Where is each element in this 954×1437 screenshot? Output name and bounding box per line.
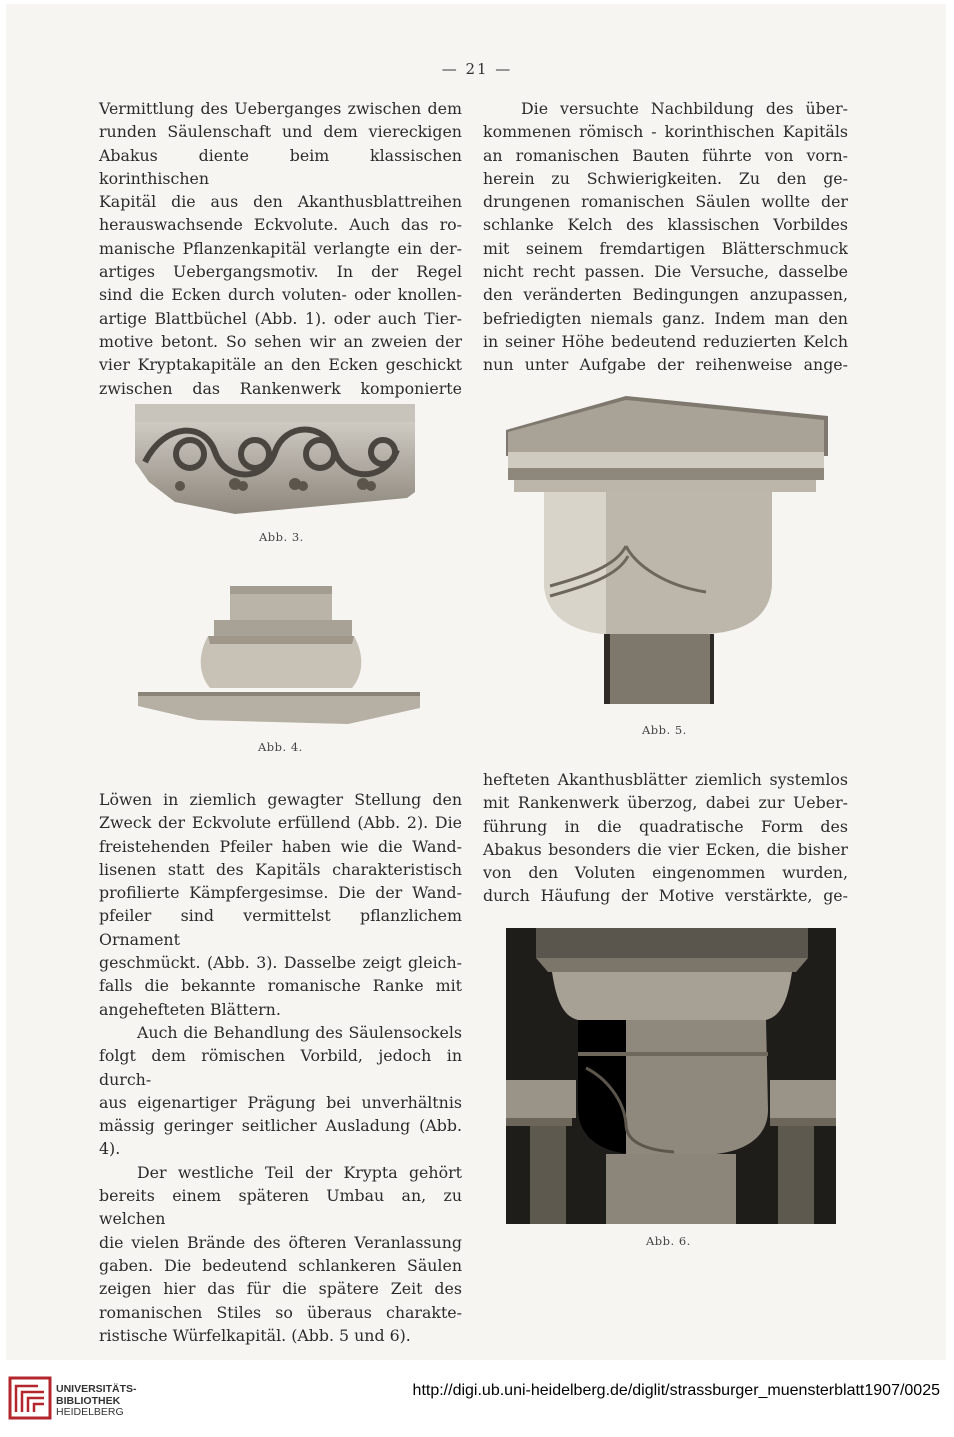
- text-line: motive betont. So sehen wir an zweien der: [99, 331, 462, 351]
- text-line: Abakus diente beim klassischen korinthischen: [99, 145, 462, 188]
- text-line: zeigen hier das für die spätere Zeit des: [99, 1279, 462, 1299]
- left-column-top: [99, 97, 462, 400]
- text-line: Vermittlung des Ueberganges zwischen dem: [99, 99, 462, 118]
- text-line: angehefteten Blättern.: [99, 999, 281, 1019]
- text-line: bereits einem späteren Umbau an, zu welchen: [99, 1186, 462, 1229]
- text-line: zwischen das Rankenwerk komponierte: [99, 378, 462, 398]
- text-line: romanischen Stiles so überaus charakte-: [99, 1302, 462, 1322]
- text-line: runden Säulenschaft und dem viereckigen: [99, 122, 462, 142]
- text-line: die vielen Brände des öfteren Veranlassung: [99, 1232, 462, 1252]
- text-line: gaben. Die bedeutend schlankeren Säulen: [99, 1255, 462, 1275]
- text-line: Der westliche Teil der Krypta gehört: [137, 1162, 462, 1182]
- source-url-link[interactable]: http://digi.ub.uni-heidelberg.de/diglit/strassburger_muensterblatt1907/0025: [412, 1382, 940, 1399]
- text-line: hefteten Akanthusblätter ziemlich systemlos: [483, 770, 848, 789]
- left-para-2: [99, 788, 462, 1021]
- right-column-bottom: [483, 768, 848, 908]
- text-line: mit seinem fremdartigen Blätterschmuck: [483, 238, 848, 258]
- text-line: artiges Uebergangsmotiv. In der Regel: [99, 262, 462, 282]
- text-line: drungenen romanischen Säulen wollte der: [483, 192, 848, 212]
- library-name: [56, 1384, 137, 1419]
- left-para-4: [99, 1161, 462, 1347]
- text-line: nun unter Aufgabe der reihenweise ange-: [483, 355, 848, 375]
- page-number: — 21 —: [441, 60, 513, 78]
- text-line: in seiner Höhe bedeutend reduzierten Kelch: [483, 331, 848, 351]
- left-column-bottom: [99, 788, 462, 1347]
- library-line: UNIVERSITÄTS-: [56, 1383, 137, 1395]
- text-line: aus eigenartiger Prägung bei unverhältnis: [99, 1092, 462, 1112]
- text-line: Auch die Behandlung des Säulensockels: [137, 1022, 462, 1042]
- right-column-top: [483, 97, 848, 377]
- caption-abb5: Abb. 5.: [642, 723, 687, 737]
- text-line: Löwen in ziemlich gewagter Stellung den: [99, 790, 462, 809]
- text-line: freistehenden Pfeiler haben wie die Wand-: [99, 836, 462, 856]
- text-line: geschmückt. (Abb. 3). Dasselbe zeigt gleich-: [99, 953, 462, 973]
- figure-abb5-cushion-capital: [506, 396, 828, 704]
- left-para-1: [99, 97, 462, 400]
- right-para-1: [483, 97, 848, 377]
- text-line: durch Häufung der Motive verstärkte, ge-: [483, 886, 848, 906]
- figure-abb3-frieze: [135, 402, 415, 518]
- caption-abb6: Abb. 6.: [646, 1234, 691, 1248]
- text-line: Zweck der Eckvolute erfüllend (Abb. 2). Die: [99, 813, 462, 833]
- text-line: sind die Ecken durch voluten- oder knollen-: [99, 285, 462, 305]
- text-line: von den Voluten eingenommen wurden,: [483, 863, 848, 883]
- left-para-3: [99, 1021, 462, 1161]
- figure-abb4-column-base: [138, 584, 420, 726]
- text-line: manische Pflanzenkapitäl verlangte ein der-: [99, 238, 462, 258]
- text-line: den veränderten Bedingungen anzupassen,: [483, 285, 848, 305]
- text-line: kommenen römisch - korinthischen Kapitäls: [483, 122, 848, 142]
- text-line: pfeiler sind vermittelst pflanzlichem Ornament: [99, 906, 462, 949]
- text-line: lisenen statt des Kapitäls charakteristisch: [99, 859, 462, 879]
- text-line: Die versuchte Nachbildung des über-: [521, 99, 848, 118]
- text-line: mit Rankenwerk überzog, dabei zur Ueber-: [483, 793, 848, 813]
- text-line: artige Blattbüchel (Abb. 1). oder auch Tier-: [99, 308, 462, 328]
- caption-abb3: Abb. 3.: [259, 530, 304, 544]
- text-line: herauswachsende Eckvolute. Auch das ro-: [99, 215, 462, 235]
- text-line: herein zu Schwierigkeiten. Zu den ge-: [483, 168, 848, 188]
- text-line: profilierte Kämpfergesimse. Die der Wand-: [99, 883, 462, 903]
- text-line: falls die bekannte romanische Ranke mit: [99, 976, 462, 996]
- library-line: HEIDELBERG: [56, 1406, 124, 1418]
- library-logo-icon: [8, 1376, 52, 1420]
- text-line: mässig geringer seitlicher Ausladung (Abb. 4).: [99, 1116, 462, 1159]
- text-line: führung in die quadratische Form des: [483, 816, 848, 836]
- text-line: nicht recht passen. Die Versuche, dasselbe: [483, 262, 848, 282]
- text-line: Kapitäl die aus den Akanthusblattreihen: [99, 192, 462, 212]
- text-line: folgt dem römischen Vorbild, jedoch in durch-: [99, 1046, 462, 1089]
- caption-abb4: Abb. 4.: [258, 740, 303, 754]
- text-line: an romanischen Bauten führte von vorn-: [483, 145, 848, 165]
- text-line: vier Kryptakapitäle an den Ecken geschickt: [99, 355, 462, 375]
- figure-abb6-capital-with-impost: [506, 928, 836, 1224]
- text-line: schlanke Kelch des klassischen Vorbildes: [483, 215, 848, 235]
- text-line: ristische Würfelkapitäl. (Abb. 5 und 6).: [99, 1325, 411, 1345]
- right-para-2: [483, 768, 848, 908]
- text-line: befriedigten niemals ganz. Indem man den: [483, 308, 848, 328]
- text-line: Abakus besonders die vier Ecken, die bisher: [483, 839, 848, 859]
- library-line: BIBLIOTHEK: [56, 1394, 121, 1407]
